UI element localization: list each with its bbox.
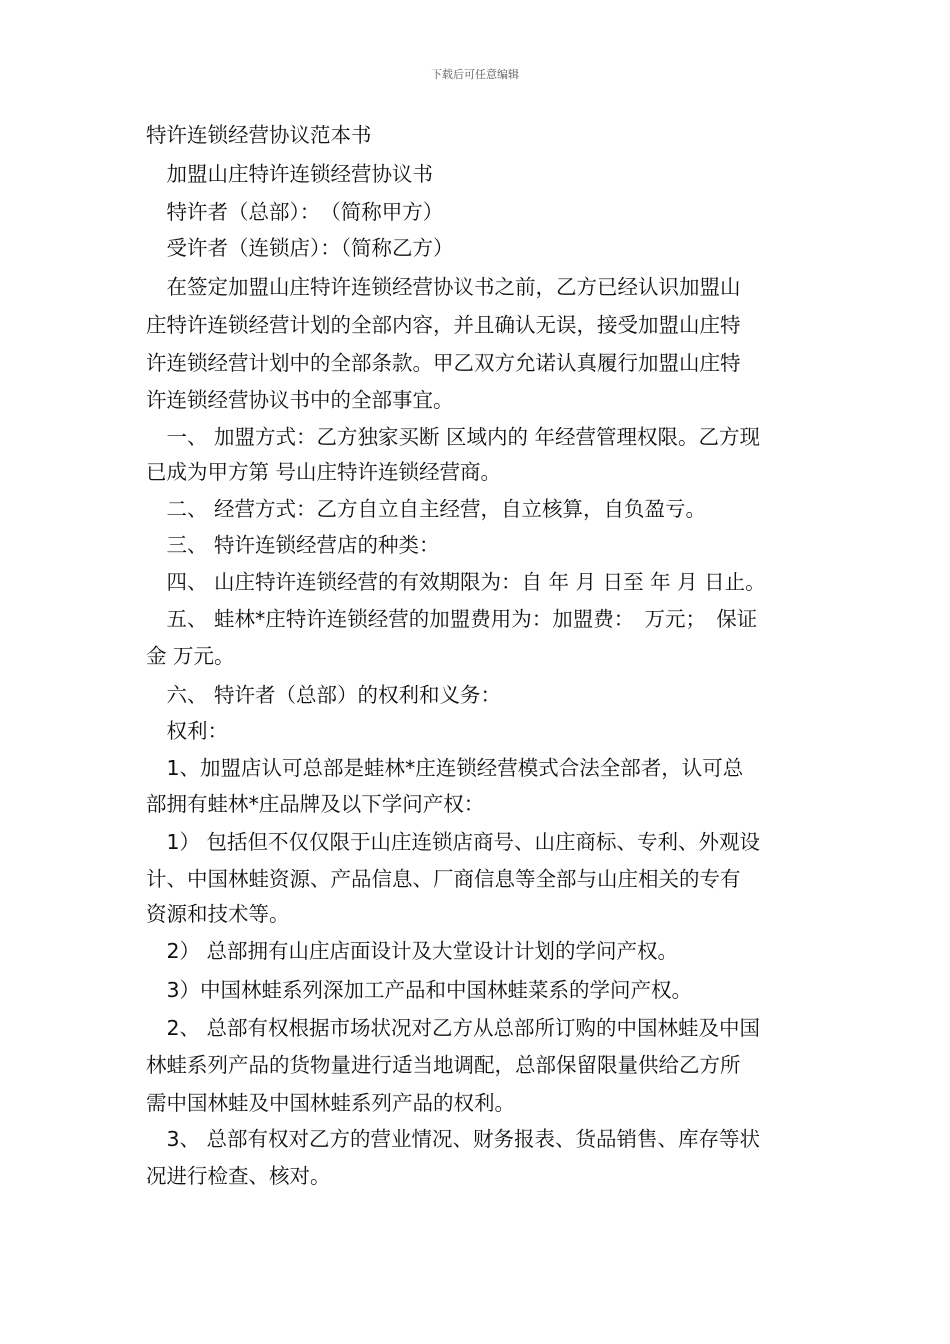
clause-3-line: 三、 特许连锁经营店的种类： <box>146 533 440 557</box>
right-1-line: 1、加盟店认可总部是蛙林*庄连锁经营模式合法全部者，认可总 <box>146 756 744 780</box>
right-1-item-3-line: 3）中国林蛙系列深加工产品和中国林蛙菜系的学问产权。 <box>146 978 693 1002</box>
right-3-line: 3、 总部有权对乙方的营业情况、财务报表、货品销售、库存等状 <box>146 1127 761 1151</box>
paragraph-line: 许连锁经营协议书中的全部事宜。 <box>146 388 454 412</box>
paragraph-line: 庄特许连锁经营计划的全部内容，并且确认无误，接受加盟山庄特 <box>146 313 741 337</box>
rights-heading: 权利： <box>146 719 228 743</box>
document-title: 特许连锁经营协议范本书 <box>146 123 372 147</box>
clause-5-line: 五、 蛙林*庄特许连锁经营的加盟费用为：加盟费： 万元； 保证 <box>146 607 758 631</box>
right-2-line: 2、 总部有权根据市场状况对乙方从总部所订购的中国林蛙及中国 <box>146 1016 761 1040</box>
party-franchisor: 特许者（总部）： （简称甲方） <box>146 200 444 224</box>
document-subtitle: 加盟山庄特许连锁经营协议书 <box>146 162 433 186</box>
right-1-item-1-line: 资源和技术等。 <box>146 902 290 926</box>
right-1-item-2-line: 2） 总部拥有山庄店面设计及大堂设计计划的学问产权。 <box>146 939 679 963</box>
clause-1-line: 一、 加盟方式：乙方独家买断 区域内的 年经营管理权限。乙方现 <box>146 425 761 449</box>
page-header-note: 下载后可任意编辑 <box>431 68 519 81</box>
clause-5-line: 金 万元。 <box>146 644 235 668</box>
right-1-line: 部拥有蛙林*庄品牌及以下学问产权： <box>146 792 485 816</box>
clause-6-line: 六、 特许者（总部）的权利和义务： <box>146 683 502 707</box>
clause-2-line: 二、 经营方式：乙方自立自主经营，自立核算，自负盈亏。 <box>146 497 707 521</box>
clause-4-line: 四、 山庄特许连锁经营的有效期限为：自 年 月 日至 年 月 日止。 <box>146 570 766 594</box>
right-2-line: 需中国林蛙及中国林蛙系列产品的权利。 <box>146 1091 515 1115</box>
right-1-item-1-line: 计、中国林蛙资源、产品信息、厂商信息等全部与山庄相关的专有 <box>146 867 741 891</box>
paragraph-line: 在签定加盟山庄特许连锁经营协议书之前，乙方已经认识加盟山 <box>146 275 741 299</box>
party-franchisee: 受许者（连锁店）：（简称乙方） <box>146 236 454 260</box>
paragraph-line: 许连锁经营计划中的全部条款。甲乙双方允诺认真履行加盟山庄特 <box>146 351 741 375</box>
clause-1-line: 已成为甲方第 号山庄特许连锁经营商。 <box>146 460 502 484</box>
right-2-line: 林蛙系列产品的货物量进行适当地调配，总部保留限量供给乙方所 <box>146 1053 741 1077</box>
right-3-line: 况进行检查、核对。 <box>146 1164 331 1188</box>
right-1-item-1-line: 1） 包括但不仅仅限于山庄连锁店商号、山庄商标、专利、外观设 <box>146 830 761 854</box>
